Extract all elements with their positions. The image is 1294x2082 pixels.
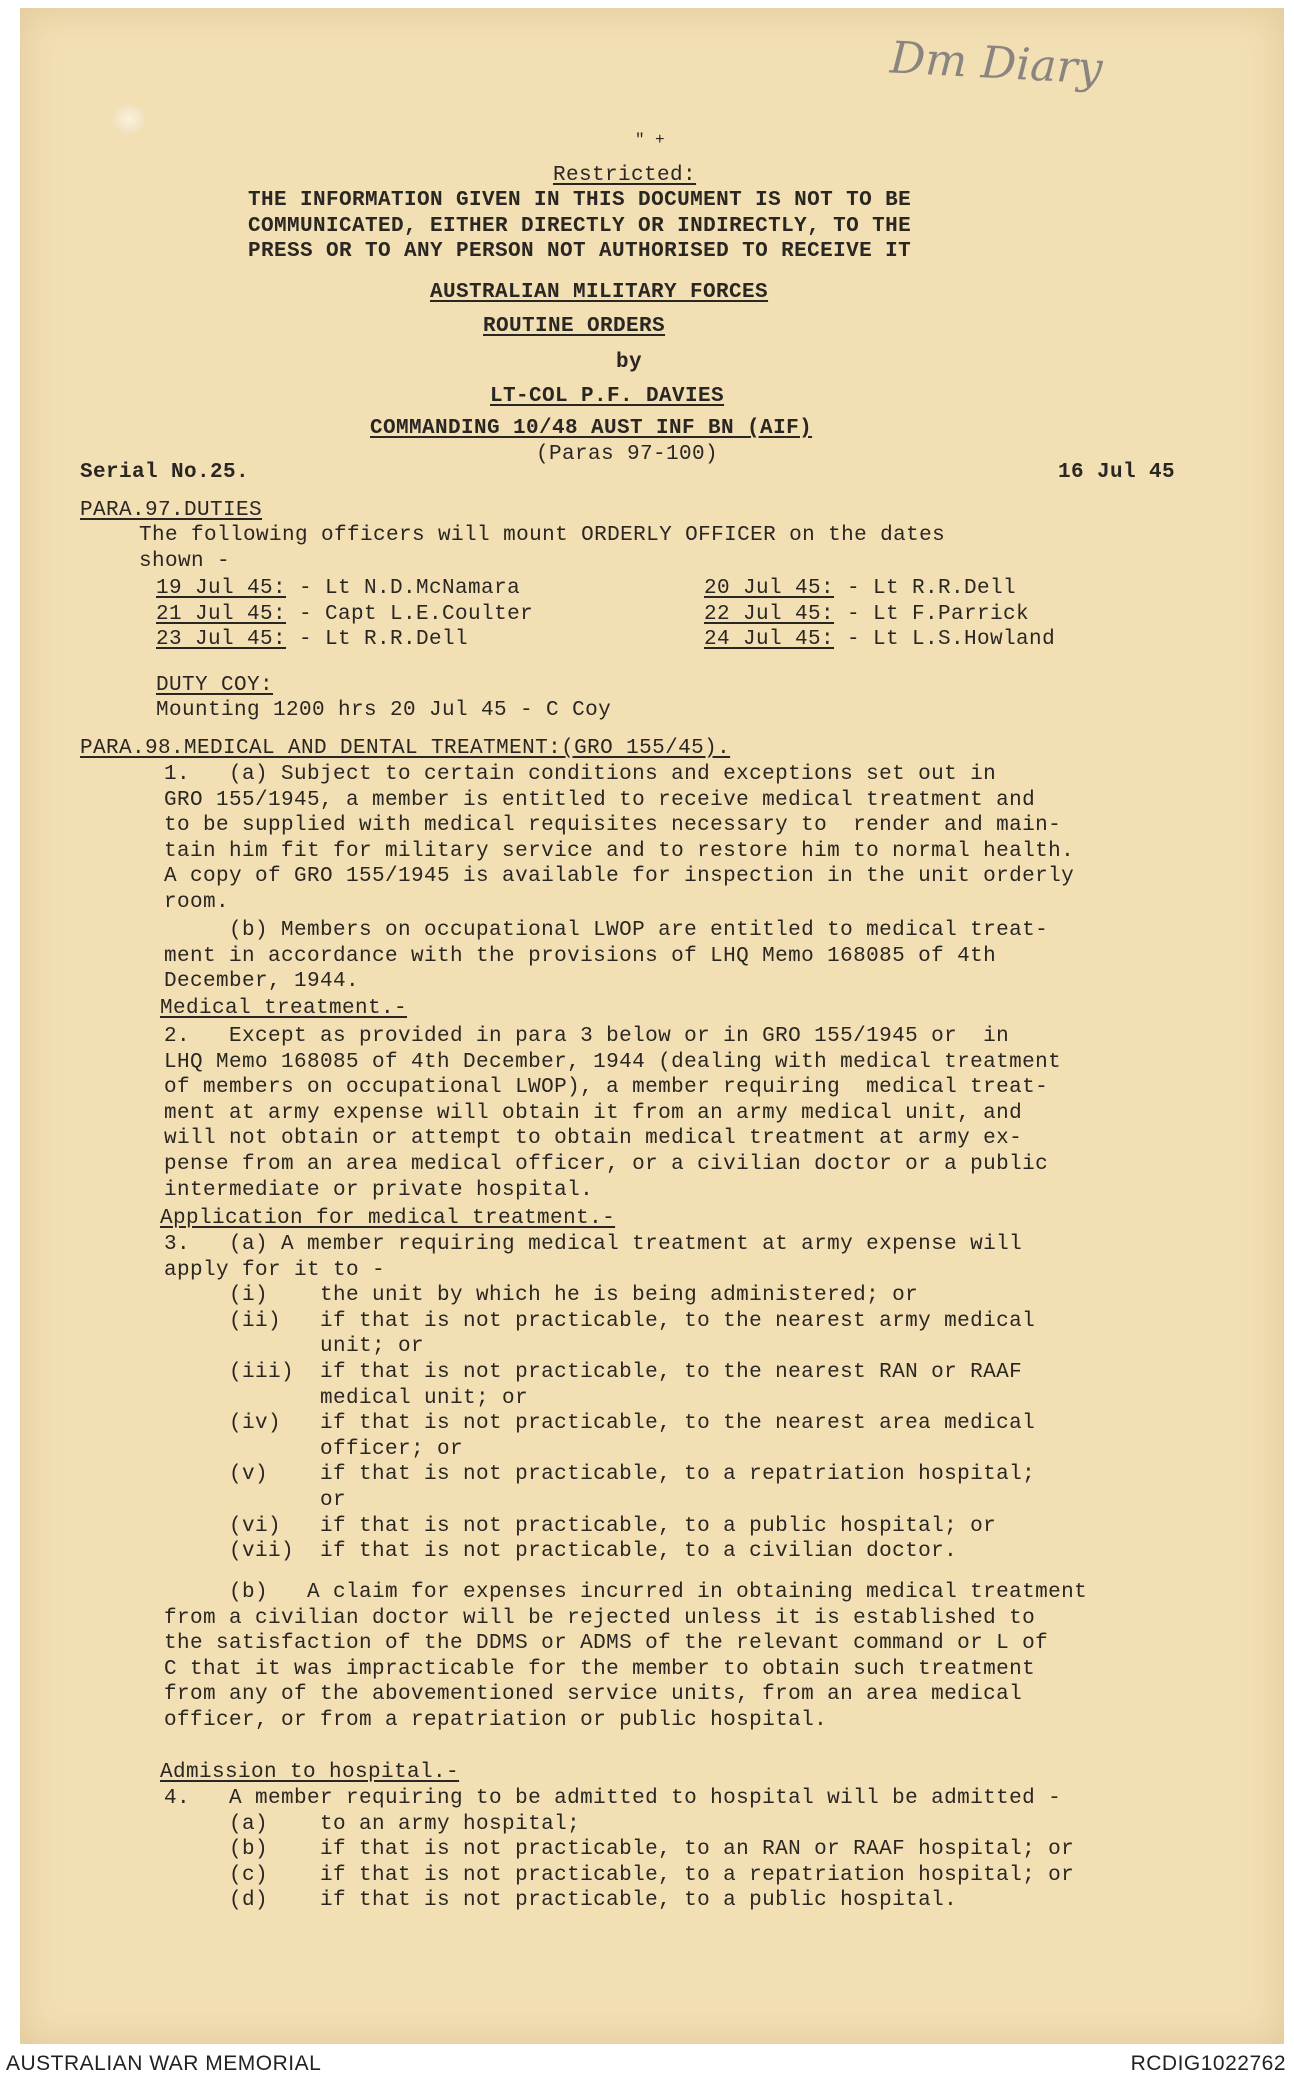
text-line: tain him fit for military service and to restore him to normal health. (112, 839, 1075, 863)
command-title: COMMANDING 10/48 AUST INF BN (AIF) (370, 417, 813, 440)
paper-mark (112, 104, 146, 134)
text-line: 4. A member requiring to be admitted to hospital will be admitted - (112, 1787, 1062, 1810)
medical-treatment-heading: Medical treatment.- (160, 997, 408, 1020)
text-line: officer, or from a repatriation or public hospital. (112, 1708, 828, 1732)
text-line: shown - (100, 549, 231, 573)
text-line: 2. Except as provided in para 3 below or in GRO 155/1945 or in (112, 1025, 1010, 1048)
text-line: the satisfaction of the DDMS or ADMS of the relevant command or L of (112, 1632, 1049, 1656)
text-line: of members on occupational LWOP), a member requiring medical treat- (112, 1076, 1049, 1100)
orders-title: ROUTINE ORDERS (483, 315, 666, 338)
footer-id: RCDIG1022762 (1130, 2052, 1286, 2075)
application-heading: Application for medical treatment.- (160, 1207, 616, 1230)
duty-date: 20 Jul 45: (704, 577, 835, 600)
classification: Restricted: (553, 164, 697, 187)
duty-row (704, 602, 1055, 628)
para98-1a (112, 762, 1074, 916)
text-line: (vi) if that is not practicable, to a public hospital; or (112, 1514, 997, 1538)
duty-row (156, 602, 533, 628)
text-line: (i) the unit by which he is being administered; or (112, 1284, 919, 1308)
warning-block (248, 188, 911, 265)
text-line: or (112, 1488, 347, 1512)
text-line: from any of the abovementioned service units, from an area medical (112, 1683, 1023, 1707)
text-line: (vii) if that is not practicable, to a civilian doctor. (112, 1540, 958, 1564)
text-line: (iii) if that is not practicable, to the nearest RAN or RAAF (112, 1360, 1023, 1384)
duty-row (156, 576, 533, 602)
officer-name: LT-COL P.F. DAVIES (490, 385, 725, 408)
duty-officer: - Lt R.R.Dell (286, 628, 469, 652)
text-line: 3. (a) A member requiring medical treatment at army expense will (112, 1233, 1023, 1256)
duty-officer: - Capt L.E.Coulter (286, 602, 534, 626)
text-line: (b) A claim for expenses incurred in obtaining medical treatment (112, 1581, 1088, 1604)
text-line: ment at army expense will obtain it from an army medical unit, and (112, 1101, 1023, 1125)
text-line: (b) Members on occupational LWOP are entitled to medical treat- (112, 919, 1049, 942)
text-line: The following officers will mount ORDERLY OFFICER on the dates (100, 524, 946, 547)
text-line: unit; or (112, 1335, 425, 1359)
duty-coy-text: Mounting 1200 hrs 20 Jul 45 - C Coy (156, 699, 612, 722)
text-line: apply for it to - (112, 1258, 386, 1282)
para98-3b (112, 1580, 1087, 1734)
text-line: (ii) if that is not practicable, to the nearest army medical (112, 1309, 1036, 1333)
text-line: (a) to an army hospital; (112, 1812, 581, 1836)
duties-right (704, 576, 1055, 653)
para98-4 (112, 1786, 1074, 1914)
serial-number: Serial No.25. (80, 461, 250, 484)
duty-date: 19 Jul 45: (156, 577, 287, 600)
para98-1b (112, 918, 1048, 995)
handwritten-note: Dm Diary (888, 32, 1104, 95)
duty-officer: - Lt L.S.Howland (834, 628, 1056, 652)
text-line: (c) if that is not practicable, to a repatriation hospital; or (112, 1863, 1075, 1887)
text-line: December, 1944. (112, 970, 360, 994)
admission-heading: Admission to hospital.- (160, 1761, 460, 1784)
text-line: medical unit; or (112, 1386, 529, 1410)
duty-row (704, 627, 1055, 653)
duty-officer: - Lt R.R.Dell (834, 577, 1017, 600)
text-line: (b) if that is not practicable, to an RAN or RAAF hospital; or (112, 1838, 1075, 1862)
text-line: (iv) if that is not practicable, to the nearest area medical (112, 1412, 1036, 1436)
footer-source: AUSTRALIAN WAR MEMORIAL (6, 2052, 322, 2075)
text-line: intermediate or private hospital. (112, 1178, 594, 1202)
duty-row (156, 627, 533, 653)
warning-line: THE INFORMATION GIVEN IN THIS DOCUMENT IS NOT TO BE (248, 189, 912, 212)
para98-heading: PARA.98.MEDICAL AND DENTAL TREATMENT:(GRO 155/45). (80, 737, 731, 760)
by-text: by (616, 351, 643, 374)
duty-date: 23 Jul 45: (156, 628, 287, 652)
duty-row (704, 576, 1055, 602)
text-line: C that it was impracticable for the member to obtain such treatment (112, 1657, 1036, 1681)
duty-officer: - Lt N.D.McNamara (286, 577, 521, 600)
warning-line: PRESS OR TO ANY PERSON NOT AUTHORISED TO RECEIVE IT (248, 240, 912, 264)
paras-range: (Paras 97-100) (536, 443, 719, 466)
document-page (20, 8, 1284, 2044)
warning-line: COMMUNICATED, EITHER DIRECTLY OR INDIRECTLY, TO THE (248, 214, 912, 238)
duty-date: 24 Jul 45: (704, 628, 835, 652)
duty-coy-heading: DUTY COY: (156, 674, 274, 697)
text-line: A copy of GRO 155/1945 is available for inspection in the unit orderly (112, 865, 1075, 889)
duties-left (156, 576, 533, 653)
text-line: (v) if that is not practicable, to a repatriation hospital; (112, 1463, 1036, 1487)
text-line: from a civilian doctor will be rejected unless it is established to (112, 1606, 1036, 1630)
para97-heading: PARA.97.DUTIES (80, 499, 263, 522)
text-line: GRO 155/1945, a member is entitled to receive medical treatment and (112, 788, 1036, 812)
text-line: room. (112, 890, 230, 914)
duty-date: 21 Jul 45: (156, 602, 287, 626)
text-line: (d) if that is not practicable, to a public hospital. (112, 1889, 958, 1913)
page-marker: " + (635, 131, 666, 149)
duty-date: 22 Jul 45: (704, 602, 835, 626)
text-line: LHQ Memo 168085 of 4th December, 1944 (dealing with medical treatment (112, 1050, 1062, 1074)
para97-intro (100, 523, 945, 574)
force-title: AUSTRALIAN MILITARY FORCES (430, 281, 769, 304)
text-line: pense from an area medical officer, or a civilian doctor or a public (112, 1152, 1049, 1176)
para98-2 (112, 1024, 1061, 1203)
duty-officer: - Lt F.Parrick (834, 602, 1030, 626)
text-line: to be supplied with medical requisites necessary to render and main- (112, 814, 1062, 838)
text-line: 1. (a) Subject to certain conditions and exceptions set out in (112, 763, 997, 786)
order-date: 16 Jul 45 (1058, 461, 1176, 484)
para98-3a (112, 1232, 1035, 1565)
text-line: ment in accordance with the provisions of LHQ Memo 168085 of 4th (112, 944, 997, 968)
text-line: will not obtain or attempt to obtain medical treatment at army ex- (112, 1127, 1023, 1151)
text-line: officer; or (112, 1437, 464, 1461)
